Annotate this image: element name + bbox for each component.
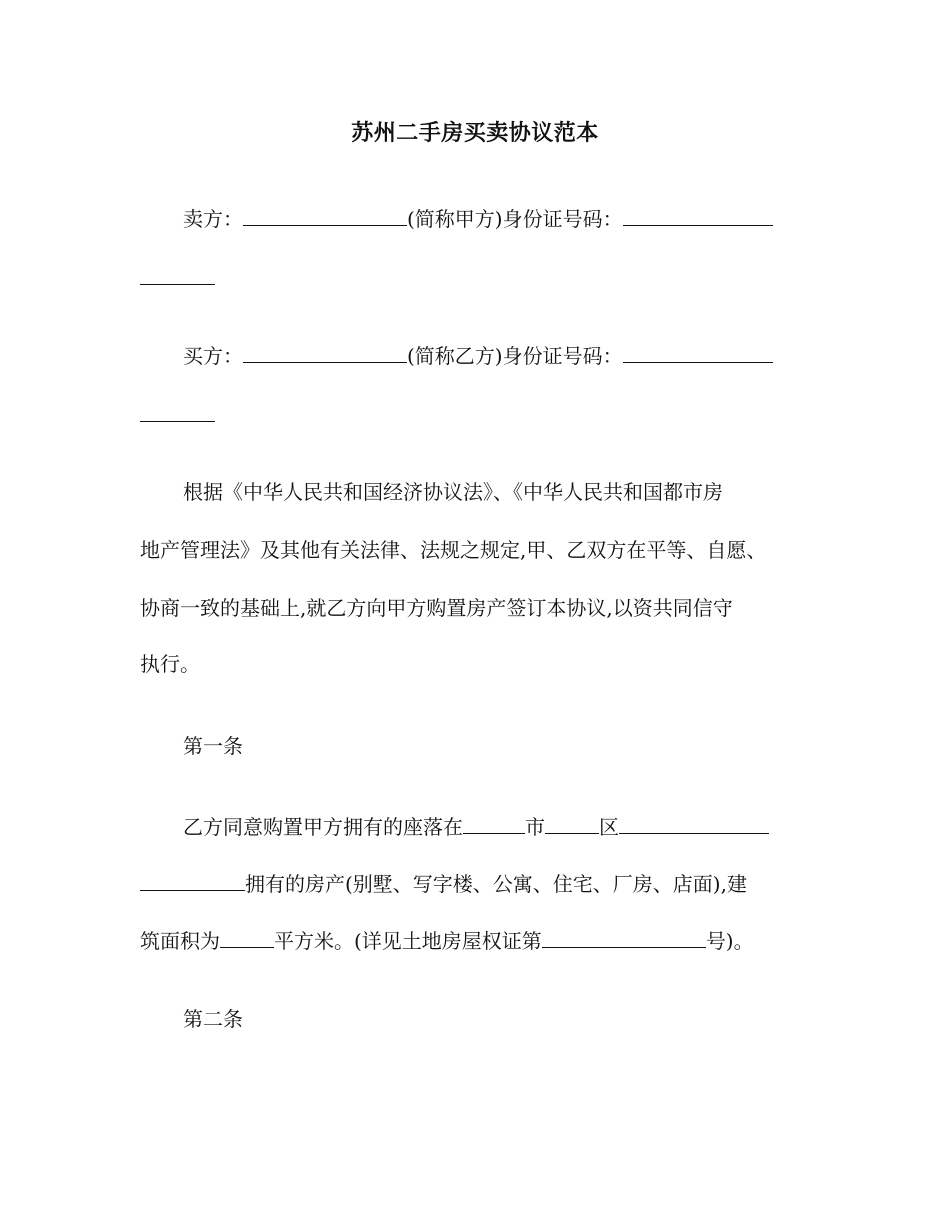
document-title: 苏州二手房买卖协议范本 [351,120,599,146]
article-1-district-label: 区 [599,815,619,839]
address-blank-cont [140,868,245,891]
preamble-line-1: 根据《中华人民共和国经济协议法》、《中华人民共和国都市房 [183,480,723,504]
seller-abbrev: (简称甲方)身份证号码： [407,207,623,231]
seller-id-blank-cont [140,262,215,285]
article-1-line-3 [140,925,830,956]
article-1-line-2 [140,868,830,899]
seller-id-blank [623,203,773,226]
buyer-id-continuation [140,399,830,430]
article-1-city-label: 市 [525,815,545,839]
city-blank [463,811,525,834]
article-1-property-types: 拥有的房产(别墅、写字楼、公寓、住宅、厂房、店面),建 [245,872,747,896]
area-blank [220,925,274,948]
seller-name-blank [243,203,407,226]
preamble-line-4: 执行。 [140,652,200,676]
seller-label: 卖方： [183,207,243,231]
article-2-heading: 第二条 [183,1007,243,1031]
buyer-abbrev: (简称乙方)身份证号码： [407,344,623,368]
buyer-id-blank [623,340,773,363]
district-blank [545,811,599,834]
buyer-id-blank-cont [140,399,215,422]
article-1-cert-text: 平方米。(详见土地房屋权证第 [274,929,542,953]
seller-line [183,203,873,234]
article-1-text-a: 乙方同意购置甲方拥有的座落在 [183,815,463,839]
seller-id-continuation [140,262,830,293]
article-1-cert-suffix: 号)。 [705,929,754,953]
buyer-line [183,340,873,371]
address-blank [619,811,769,834]
preamble-line-3: 协商一致的基础上,就乙方向甲方购置房产签订本协议,以资共同信守 [140,596,733,620]
buyer-label: 买方： [183,344,243,368]
article-1-line-1 [183,811,873,842]
article-1-heading: 第一条 [183,734,243,758]
preamble-line-2: 地产管理法》及其他有关法律、法规之规定,甲、乙双方在平等、自愿、 [140,538,767,562]
certificate-number-blank [542,925,706,948]
buyer-name-blank [243,340,407,363]
article-1-area-label: 筑面积为 [140,929,220,953]
